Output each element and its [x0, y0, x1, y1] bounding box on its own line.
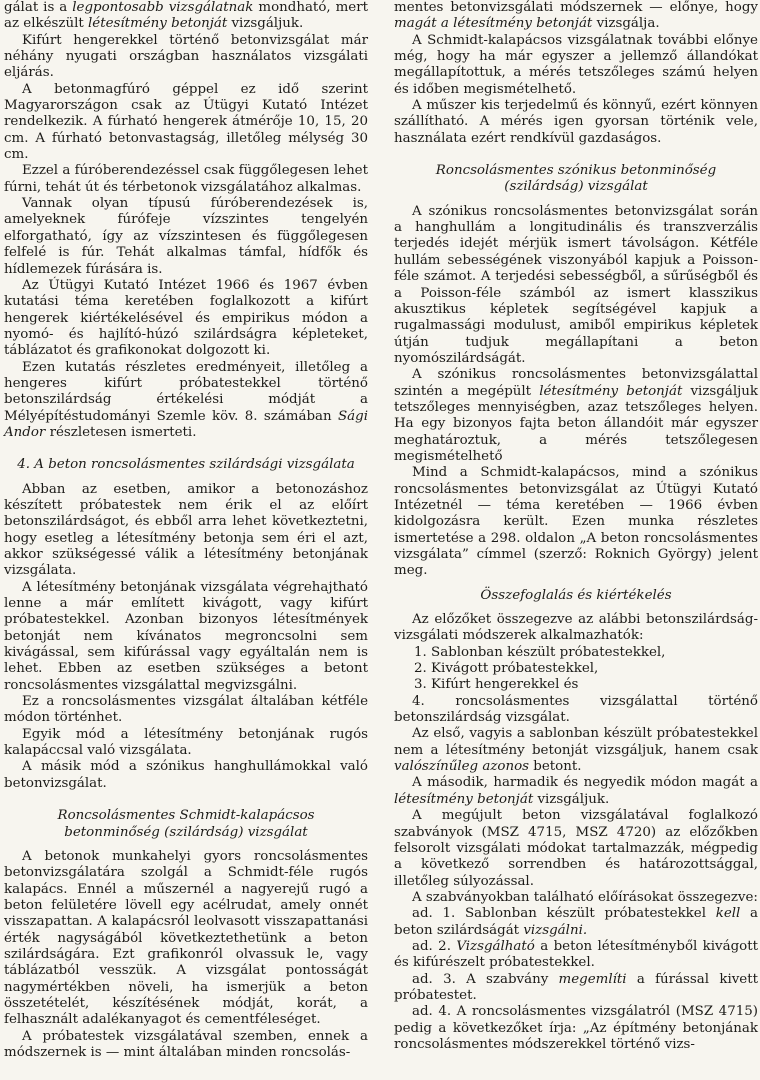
subsection-heading-line-1: Roncsolásmentes Schmidt-kalapácsos — [57, 808, 315, 824]
paragraph: Ez a roncsolásmentes vizsgálat általában kétféle módon történhet. — [4, 694, 368, 726]
paragraph: Kifúrt hengerekkel történő betonvizsgálat már néhány nyugati országban használatos vizsgálati eljárás. — [4, 32, 368, 81]
paragraph: Abban az esetben, amikor a betonozáshoz készített próbatestek nem érik el az előírt betonszilárdságot, és ebből arra lehet következtetni, hogy esetleg a létesítmény betonja sem éri el azt, akkor szükségessé válik a létesítmény betonjának vizsgálata. — [4, 481, 368, 579]
section-heading: 4. A beton roncsolásmentes szilárdsági vizsgálata — [17, 457, 355, 473]
list-item: 4. roncsolásmentes vizsgálattal történő betonszilárdság vizsgálat. — [394, 693, 758, 726]
paragraph: ad. 4. A roncsolásmentes vizsgálatról (MSZ 4715) pedig a következőket írja: „Az építmény betonjának roncsolásmentes módszerekkel történő vizs- — [394, 1004, 758, 1052]
paragraph: A második, harmadik és negyedik módon magát a létesítmény betonját vizsgáljuk. — [394, 775, 758, 807]
paragraph: A megújult beton vizsgálatával foglalkozó szabványok (MSZ 4715, MSZ 4720) az előzőkben felsorolt vizsgálati módokat tartalmazzák, mégpedig a következő sorrendben és határozottsággal, illetőleg súlyozással. — [394, 808, 758, 889]
paragraph: Az előzőket összegezve az alábbi betonszilárdság-vizsgálati módszerek alkalmazhatók: — [394, 612, 758, 644]
paragraph: A létesítmény betonjának vizsgálata végrehajtható lenne a már említett kivágott, vagy kifúrt próbatestekkel. Azonban bizonyos létesítmények betonját nem kívánatos megroncsolni sem kivágással, sem kifúrással vagy egyáltalán nem is lehet. Ebben az esetben szükséges a betont roncsolásmentes vizsgálattal megvizsgálni. — [4, 579, 368, 693]
paragraph: ad. 3. A szabvány megemlíti a fúrással kivett próbatestet. — [394, 971, 758, 1003]
paragraph: A műszer kis terjedelmű és könnyű, ezért könnyen szállítható. A mérés igen gyorsan történik vele, használata ezért rendkívül gazdaságos. — [394, 98, 758, 146]
paragraph: A szabványokban található előírásokat összegezve: — [412, 889, 758, 905]
paragraph: A másik mód a szónikus hanghullámokkal való betonvizsgálat. — [4, 759, 368, 791]
emphasis: kell — [715, 906, 741, 922]
emphasis: Vizsgálható — [456, 938, 535, 954]
emphasis: valószínűleg azonos — [394, 759, 530, 775]
emphasis: létesítmény betonját — [394, 791, 534, 807]
paragraph: Mind a Schmidt-kalapácsos, mind a szónikus roncsolásmentes betonvizsgálat az Útügyi Kutató Intézetnél — téma keretében — 1966 évben kidolgozásra került. Ezen munka részletes ismertetése a 298. oldalon „A beton roncsolásmentes vizsgálata” címmel (szerző: Roknich György) jelent meg. — [394, 465, 758, 579]
paragraph: Az első, vagyis a sablonban készült próbatestekkel nem a létesítmény betonját vizsgáljuk, hanem csak valószínűleg azonos betont. — [394, 726, 758, 775]
emphasis: vizsgálni. — [523, 922, 588, 938]
subsection-heading-line-2: betonminőség (szilárdság) vizsgálat — [64, 824, 308, 840]
paragraph: Ezen kutatás részletes eredményeit, illetőleg a hengeres kifúrt próbatestekkel történő betonszilárdság értékelési módját a Mélyépítéstudományi Szemle köv. 8. számában Sági Andor részletesen ismerteti. — [4, 359, 368, 440]
list-item: 1. Sablonban készült próbatestekkel, — [414, 644, 666, 660]
list-item: 2. Kivágott próbatestekkel, — [414, 661, 599, 677]
paragraph: gálat is a legpontosabb vizsgálatnak mondható, mert az elkészült létesítmény betonját vizsgáljuk. — [4, 0, 369, 32]
emphasis: létesítmény betonját — [539, 383, 683, 399]
emphasis: magát a létesítmény betonját — [394, 16, 593, 32]
left-column — [4, 0, 368, 1061]
paragraph: A betonok munkahelyi gyors roncsolásmentes betonvizsgálatára szolgál a Schmidt-féle rugós kalapács. Ennél a műszernél a nagyerejű rugó a beton felületére lövell egy acélrudat, amely onnét visszapattan. A kalapácsról leolvasott visszapattanási érték nagyságából következtethetünk a beton szilárdságára. Ezt grafikonról olvassuk le, vagy táblázatból vesszük. A vizsgálat pontosságát nagymértékben növeli, ha ismerjük a beton összetételét, készítésének módját, korát, a felhasznált adalékanyagot és cementféleséget. — [4, 848, 368, 1028]
paragraph: ad. 1. Sablonban készült próbatestekkel kell a beton szilárdságát vizsgálni. — [394, 906, 758, 938]
paragraph: Vannak olyan típusú fúróberendezések is, amelyeknek fúrófeje vízszintes tengelyén elforgatható, így az vízszintesen és függőlegesen felfelé is fúr. Tehát alkalmas támfal, hídfők és hídlemezek fúrására is. — [4, 196, 368, 277]
list-item: 3. Kifúrt hengerekkel és — [414, 677, 579, 693]
paragraph: Egyik mód a létesítmény betonjának rugós kalapáccsal való vizsgálata. — [4, 726, 368, 759]
emphasis: megemlíti — [558, 971, 627, 987]
emphasis: Sági Andor — [4, 408, 368, 440]
right-column — [394, 0, 758, 1053]
subsection-heading: Összefoglalás és kiértékelés — [480, 587, 672, 603]
paragraph: mentes betonvizsgálati módszernek — előnye, hogy magát a létesítmény betonját vizsgálja. — [394, 0, 758, 32]
subsection-heading-line-2: (szilárdság) vizsgálat — [504, 179, 648, 195]
paragraph: A szónikus roncsolásmentes betonvizsgálattal szintén a megépült létesítmény betonját vizsgáljuk tetszőleges mennyiségben, azaz tetszőleges helyen. Ha egy bizonyos fajta beton állandóit már egyszer meghatároztuk, a mérés tetszőlegesen megismételhető — [394, 367, 758, 464]
paragraph: A próbatestek vizsgálatával szemben, ennek a módszernek is — mint általában minden roncsolás- — [4, 1028, 368, 1060]
emphasis: legpontosabb vizsgálatnak — [72, 0, 254, 15]
paragraph: A Schmidt-kalapácsos vizsgálatnak további előnye még, hogy ha már egyszer a jellemző állandókat megállapítottuk, a mérés tetszőleges számú helyen és időben megismételhető. — [394, 32, 758, 97]
paragraph: Ezzel a fúróberendezéssel csak függőlegesen lehet fúrni, tehát út és térbetonok vizsgálatához alkalmas. — [4, 163, 368, 195]
paragraph: A szónikus roncsolásmentes betonvizsgálat során a hanghullám a longitudinális és transzverzális terjedés idejét mérjük ismert távolságon. Kétféle hullám sebességének viszonyából kapjuk a Poisson-féle számot. A terjedési sebességből, a sűrűségből és a Poisson-féle számból az ismert klasszikus akusztikus képletek segítségével kapjuk a rugalmassági modulust, amiből empirikus képletek útján tudjuk megállapítani a beton nyomószilárdságát. — [394, 203, 758, 366]
emphasis: létesítmény betonját — [88, 16, 228, 32]
paragraph: Az Útügyi Kutató Intézet 1966 és 1967 évben kutatási téma keretében foglalkozott a kifúrt hengerek kiértékelésével és empirikus módon a nyomó- és hajlító-húzó szilárdságra képleteket, táblázatot és grafikonokat dolgozott ki. — [4, 277, 368, 359]
paragraph: A betonmagfúró géppel ez idő szerint Magyarországon csak az Útügyi Kutató Intézet rendelkezik. A fúrható hengerek átmérője 10, 15, 20 cm. A fúrható betonvastagság, illetőleg mélység 30 cm. — [4, 81, 368, 163]
subsection-heading-line-1: Roncsolásmentes szónikus betonminőség — [435, 163, 717, 179]
paragraph: ad. 2. Vizsgálható a beton létesítményből kivágott és kifúrészelt próbatestekkel. — [394, 938, 758, 971]
